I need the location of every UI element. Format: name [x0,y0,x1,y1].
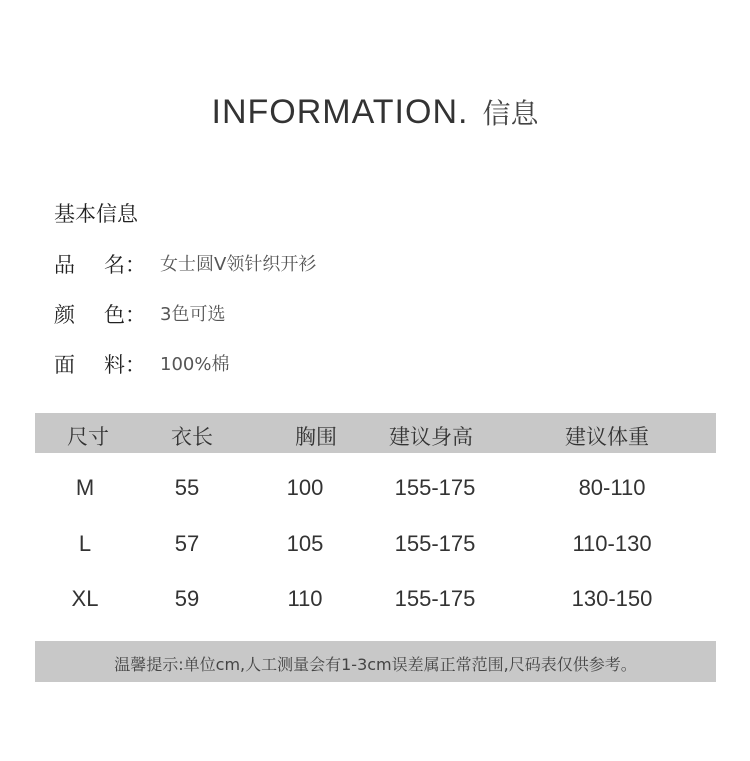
note-bar [35,641,716,682]
page-title [0,92,750,132]
info-label-char: 品 [54,253,75,277]
size-note: 温馨提示:单位cm,人工测量会有1-3cm误差属正常范围,尺码表仅供参考。 [114,655,637,674]
info-value: 3色可选 [160,304,226,325]
info-value: 100%棉 [160,354,230,375]
info-row-color [54,298,225,328]
table-row [35,525,716,565]
info-label-char: 面 [54,353,75,377]
info-row-material [54,348,229,378]
table-row [35,469,716,509]
column-header-size: 尺寸 [67,425,109,449]
column-header-weight: 建议体重 [565,425,649,449]
info-label-char: 料： [104,353,146,377]
table-cell-size: L [78,531,92,556]
basic-info-heading: 基本信息 [54,202,138,226]
table-cell-height: 155-175 [394,475,476,500]
title-chinese: 信息 [482,97,539,130]
table-cell-size: M [75,475,95,500]
table-cell-length: 55 [174,475,200,500]
column-header-length: 衣长 [171,425,213,449]
table-cell-bust: 110 [287,586,323,611]
info-label-char: 名： [104,253,146,277]
column-header-bust: 胸围 [295,425,337,449]
table-cell-weight: 130-150 [571,586,653,611]
info-label-char: 颜 [54,303,75,327]
table-cell-length: 57 [174,531,200,556]
table-cell-length: 59 [174,586,200,611]
info-label-char: 色： [104,303,146,327]
info-value: 女士圆V领针织开衫 [160,254,317,275]
table-cell-height: 155-175 [394,586,476,611]
table-row [35,580,716,620]
title-english: INFORMATION. [211,93,469,131]
size-table-header [35,413,716,453]
column-header-height: 建议身高 [389,425,473,449]
info-row-name [54,248,316,278]
table-cell-bust: 100 [286,475,324,500]
table-cell-height: 155-175 [394,531,476,556]
table-cell-weight: 110-130 [572,531,652,556]
table-cell-weight: 80-110 [578,475,646,500]
table-cell-size: XL [71,586,99,611]
table-cell-bust: 105 [286,531,324,556]
